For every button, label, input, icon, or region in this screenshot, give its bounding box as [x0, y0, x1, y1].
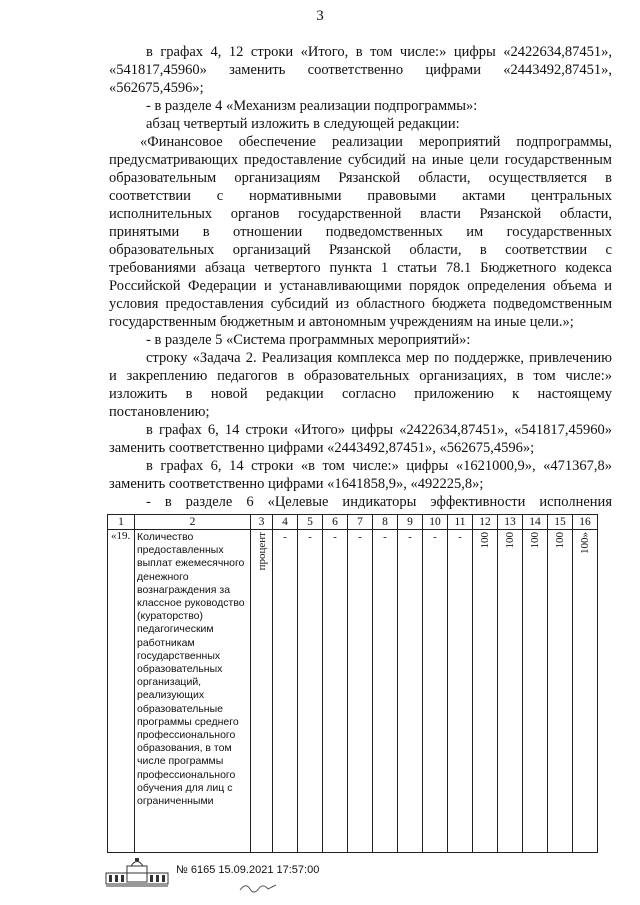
header-cell: 8: [373, 515, 398, 530]
indicator-table: [107, 514, 598, 853]
paragraph-line: в графах 6, 14 строки «Итого» цифры «2422634,87451», «541817,45960»: [146, 422, 612, 438]
value-cell: -: [298, 530, 323, 853]
value-label: 100: [479, 532, 491, 549]
paragraph-line: исполнительных органов государственной власти Рязанской области,: [109, 206, 612, 222]
paragraph-line: и закреплению педагогов в образовательных организациях, в том числе:»: [109, 368, 612, 384]
value-cell: -: [373, 530, 398, 853]
value-cell: -: [448, 530, 473, 853]
header-cell: 7: [348, 515, 373, 530]
paragraph-line: - в разделе 5 «Система программных мероприятий»:: [146, 332, 471, 348]
paragraph-line: предусматривающих предоставление субсидий на иные цели государственным: [109, 152, 612, 168]
building-emblem-icon: [104, 856, 170, 888]
paragraph-line: образовательных организаций Рязанской области, в соответствии с: [109, 242, 612, 258]
paragraph-line: заменить соответственно цифрами «1641858,9», «492225,8»;: [109, 476, 484, 492]
row-number: «19.: [108, 530, 135, 853]
paragraph-line: постановлению;: [109, 404, 210, 420]
header-cell: 1: [108, 515, 135, 530]
paragraph-line: строку «Задача 2. Реализация комплекса мер по поддержке, привлечению: [146, 350, 612, 366]
value-cell: [548, 530, 573, 853]
header-cell: 15: [548, 515, 573, 530]
indicator-name: Количество предоставленных выплат ежемесячного денежного вознаграждения за классное руководство (кураторство) педагогическим работникам государственных образовательных организаций, реализующих образовательные программы среднего профессионального образования, в том числе программы профессионального обучения для лиц с ограниченными: [135, 530, 251, 853]
paragraph-line: абзац четвертый изложить в следующей редакции:: [146, 116, 460, 132]
value-label: 100»: [579, 532, 591, 554]
value-cell: -: [348, 530, 373, 853]
value-cell: [498, 530, 523, 853]
value-cell: [573, 530, 598, 853]
paragraph-line: - в разделе 6 «Целевые индикаторы эффективности исполнения: [146, 494, 612, 510]
value-cell: -: [323, 530, 348, 853]
paragraph-line: в графах 6, 14 строки «в том числе:» цифры «1621000,9», «471367,8»: [146, 458, 612, 474]
header-cell: 6: [323, 515, 348, 530]
header-cell: 12: [473, 515, 498, 530]
table-row: [108, 530, 598, 853]
header-cell: 14: [523, 515, 548, 530]
unit-cell: [251, 530, 273, 853]
value-cell: -: [423, 530, 448, 853]
paragraph-line: Российской Федерации и устанавливающими порядок определения объема и: [109, 278, 612, 294]
value-cell: -: [398, 530, 423, 853]
header-cell: 3: [251, 515, 273, 530]
paragraph-line: соответствии с нормативными правовыми актами центральных: [109, 188, 612, 204]
signature-scribble-icon: [238, 880, 278, 894]
value-cell: [523, 530, 548, 853]
value-label: 100: [554, 532, 566, 549]
handwritten-signature: [238, 880, 278, 899]
header-cell: 9: [398, 515, 423, 530]
header-cell: 13: [498, 515, 523, 530]
value-label: 100: [504, 532, 516, 549]
table-header-row: [108, 515, 598, 530]
value-label: 100: [529, 532, 541, 549]
header-cell: 11: [448, 515, 473, 530]
paragraph-line: - в разделе 4 «Механизм реализации подпрограммы»:: [146, 98, 478, 114]
paragraph-line: в графах 4, 12 строки «Итого, в том числе:» цифры «2422634,87451»,: [146, 44, 612, 60]
paragraph-line: государственным бюджетным и автономным учреждениям на иные цели.»;: [109, 314, 574, 330]
paragraph-line: условия предоставления субсидий из областного бюджета подведомственным: [109, 296, 612, 312]
header-cell: 10: [423, 515, 448, 530]
value-cell: -: [273, 530, 298, 853]
header-cell: 4: [273, 515, 298, 530]
paragraph-line: принятыми в отношении подведомственных им государственных: [109, 224, 612, 240]
government-logo: [104, 856, 170, 893]
header-cell: 5: [298, 515, 323, 530]
header-cell: 16: [573, 515, 598, 530]
document-registration-info: № 6165 15.09.2021 17:57:00: [176, 864, 320, 876]
paragraph-line: изложить в новой редакции согласно приложению к настоящему: [109, 386, 612, 402]
paragraph-line: «541817,45960» заменить соответственно цифрами «2443492,87451»,: [109, 62, 612, 78]
header-cell: 2: [135, 515, 251, 530]
paragraph-line: образовательным организациям Рязанской области, осуществляется в: [109, 170, 612, 186]
page-number: 3: [316, 8, 324, 24]
paragraph-line: «562675,4596»;: [109, 80, 204, 96]
value-cell: [473, 530, 498, 853]
paragraph-line: требованиями абзаца четвертого пункта 1 статьи 78.1 Бюджетного кодекса: [109, 260, 612, 276]
paragraph-line: «Финансовое обеспечение реализации мероприятий подпрограммы,: [140, 134, 612, 150]
unit-label: процент: [255, 532, 268, 571]
paragraph-line: заменить соответственно цифрами «2443492,87451», «562675,4596»;: [109, 440, 535, 456]
